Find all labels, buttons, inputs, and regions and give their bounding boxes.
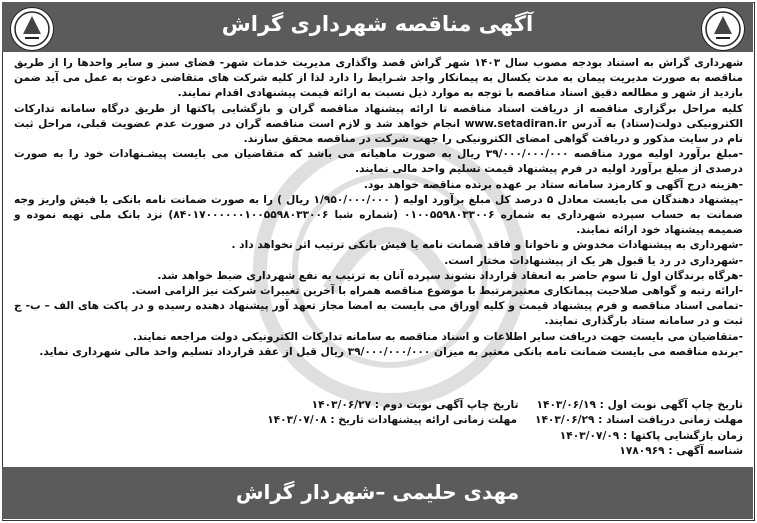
condition-item: -شهرداری در رد یا قبول هر یک از پیشنهادات مختار است. [444,254,743,267]
condition-item: -برنده مناقصه می بایست ضمانت نامه بانکی معتبر به میزان ۳۹/۰۰۰/۰۰۰/۰۰۰ ریال قبل از عقد قرارداد تسلیم واحد مالی شهرداری نماید. [39,345,743,358]
setad-paragraph: کلیه مراحل برگزاری مناقصه از دریافت اسناد مناقصه تا ارائه پیشنهاد مناقصه گران و بازگشایی پاکتها از طریق درگاه سامانه تدارکات الکترونیکی دولت(ستاد) به آدرس www.setadiran.ir انجام خواهد شد و لازم است مناقصه گران در صورت عدم عضویت قبلی، مراحل ثبت نام در سایت مذکور و دریافت گواهی امضای الکترونیکی را جهت شرکت در مناقصه محقق سازند. [14,102,743,146]
condition-item: -هزینه درج آگهی و کارمزد سامانه ستاد بر عهده برنده مناقصه خواهد بود. [363,178,743,191]
header-bar [2,2,753,52]
footer-bar [2,467,753,519]
notice-body [14,56,743,446]
condition-item: -شهرداری به پیشنهادات مخدوش و ناخوانا و فاقد ضمانت نامه یا فیش بانکی ترتیب اثر نخواهد داد . [231,239,743,252]
notice-id: شناسه آگهی : ۱۷۸۰۹۶۹ [619,445,743,458]
proposal-deadline: مهلت زمانی ارائه پیشنهادات تاریخ : ۱۴۰۳/۰۷/۰۸ [267,414,517,427]
dates-block [267,398,743,460]
condition-item: -ارائه رتبه و گواهی صلاحیت پیمانکاری معتبرمرتبط با موضوع مناقصه همراه با آخرین تغییرات شرکت نیز الزامی است. [131,285,743,298]
municipality-logo-icon [701,7,745,51]
condition-item: -متقاضیان می بایست جهت دریافت سایر اطلاعات و اسناد مناقصه به سامانه تدارکات الکترونیکی دولت مراجعه نمایند. [132,330,743,343]
second-print-date: تاریخ چاپ آگهی نوبت دوم : ۱۴۰۳/۰۶/۲۷ [311,399,519,411]
intro-paragraph: شهرداری گراش به استناد بودجه مصوب سال ۱۴۰۳ شهر گراش قصد واگذاری مدیریت خدمات شهر- فضای سبز و سایر واحدها را از طریق مناقصه به صورت مدیریت پیمان به مدت یکسال به پیمانکار واجد شـرایط را دارد لذا از کلیه شرکت های متقاضی دعوت به عمل می آید ضمن بازدید از شهر و مطالعه دقیق اسناد مناقصه با توجه به موارد ذیل نسبت به ارائه قیمت پیشنهادی اقدام نمایند. [14,57,743,100]
condition-item: -تمامی اسناد مناقصه و فرم پیشنهاد قیمت و کلیه اوراق می بایست به امضا مجاز تعهد آور پیشنهاد دهنده رسیده و در پاکت های الف – ب- ج ثبت و در سامانه ستاد بارگذاری نمایند. [14,300,743,328]
opening-date: زمان بازگشایی پاکتها : ۱۴۰۳/۰۷/۰۹ [559,429,743,442]
condition-item: -هرگاه برندگان اول تا سوم حاضر به انعقاد قرارداد نشوند سپرده آنان به ترتیب به نفع شهرداری ضبط خواهد شد. [157,269,743,282]
condition-item: -پیشنهاد دهندگان می بایست معادل ۵ درصد کل مبلغ برآورد اولیه ( ۱/۹۵۰/۰۰۰/۰۰۰ ریال ) را به صورت ضمانت نامه بانکی یا فیش واریز وجه ضمانت به حساب سپرده شهرداری به شماره ۰۱۰۰۵۵۹۸۰۳۳۰۰۶ (شماره شبا ۸۴۰۱۷۰۰۰۰۰۰۱۰۰۵۵۹۸۰۳۳۰۰۶) نزد بانک ملی تهیه نموده و ضمیمه پیشنهاد خود ارائه نمایند. [14,193,744,237]
condition-item: -مبلغ برآورد اولیه مورد مناقصه ۳۹/۰۰۰/۰۰۰/۰۰۰ ریال به صورت ماهیانه می باشد که متقاضیان می بایست پیشـنهادات خود را به صورت درصدی از مبلغ برآورد اولیه در فرم پیشنهاد قیمت تسلیم واحد مالی نمایند. [14,148,743,176]
first-print-date: تاریخ چاپ آگهی نوبت اول : ۱۴۰۳/۰۶/۱۹ [536,399,743,411]
notice-title: آگهی مناقصه شهرداری گراش [221,12,534,36]
documents-deadline: مهلت زمانی دریافت اسناد : ۱۴۰۳/۰۶/۲۹ [535,414,743,427]
mayor-signature: مهدی حلیمی –شهردار گراش [235,480,520,504]
